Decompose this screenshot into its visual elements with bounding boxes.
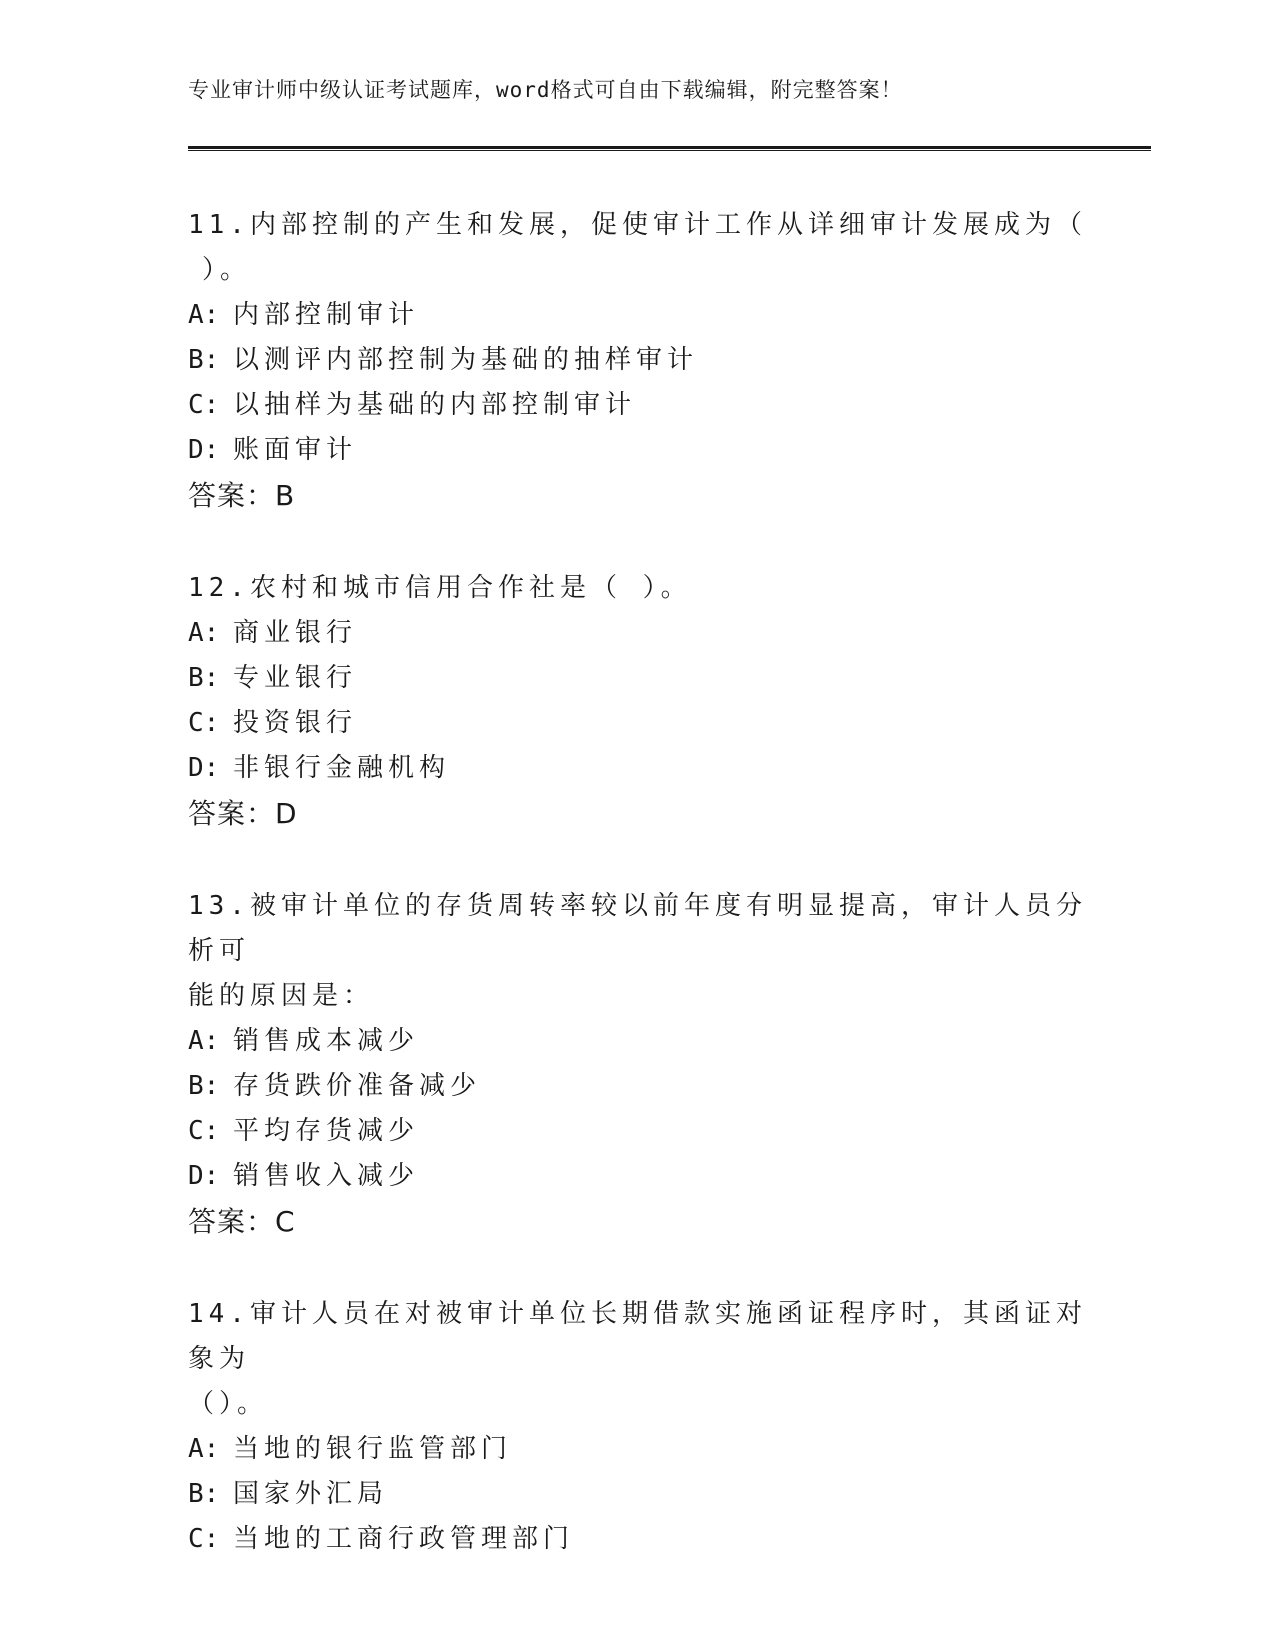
option-letter: D:	[188, 435, 220, 465]
option-d	[188, 1154, 1088, 1199]
option-text: 销售收入减少	[233, 1161, 420, 1191]
option-letter: A:	[188, 1434, 220, 1464]
question-stem: 14.审计人员在对被审计单位长期借款实施函证程序时，其函证对象为	[188, 1299, 1087, 1374]
question-11	[188, 203, 1088, 519]
option-letter: B:	[188, 1479, 220, 1509]
option-c	[188, 1517, 1088, 1562]
option-a	[188, 1427, 1088, 1472]
option-letter: C:	[188, 708, 220, 738]
option-letter: B:	[188, 663, 220, 693]
header-divider-thin	[188, 150, 1151, 151]
question-13	[188, 884, 1088, 1245]
option-b	[188, 1472, 1088, 1517]
option-letter: B:	[188, 345, 220, 375]
option-text: 专业银行	[233, 663, 358, 693]
option-text: 投资银行	[233, 708, 358, 738]
option-letter: A:	[188, 618, 220, 648]
option-text: 存货跌价准备减少	[233, 1071, 482, 1101]
option-a	[188, 293, 1088, 338]
option-text: 当地的银行监管部门	[233, 1434, 513, 1464]
option-text: 内部控制审计	[233, 300, 420, 330]
option-b	[188, 338, 1088, 383]
option-text: 销售成本减少	[233, 1026, 420, 1056]
header-divider-thick	[188, 146, 1151, 149]
question-stem-continued: （）。	[188, 1389, 269, 1419]
question-stem-continued: 能的原因是：	[188, 981, 375, 1011]
option-letter: D:	[188, 753, 220, 783]
option-a	[188, 611, 1088, 656]
option-c	[188, 1109, 1088, 1154]
question-list	[188, 203, 1088, 1609]
option-text: 平均存货减少	[233, 1116, 420, 1146]
option-letter: D:	[188, 1161, 220, 1191]
option-a	[188, 1019, 1088, 1064]
option-b	[188, 1064, 1088, 1109]
option-text: 非银行金融机构	[233, 753, 451, 783]
option-letter: B:	[188, 1071, 220, 1101]
question-12	[188, 566, 1088, 837]
option-d	[188, 746, 1088, 791]
option-text: 以测评内部控制为基础的抽样审计	[233, 345, 699, 375]
option-letter: C:	[188, 1524, 220, 1554]
option-text: 商业银行	[233, 618, 358, 648]
question-stem: 13.被审计单位的存货周转率较以前年度有明显提高，审计人员分析可	[188, 891, 1087, 966]
option-c	[188, 701, 1088, 746]
option-c	[188, 383, 1088, 428]
option-text: 以抽样为基础的内部控制审计	[233, 390, 637, 420]
question-stem: 12.农村和城市信用合作社是（ ）。	[188, 573, 692, 603]
question-stem: 11.内部控制的产生和发展，促使审计工作从详细审计发展成为（	[188, 210, 1087, 240]
option-letter: C:	[188, 390, 220, 420]
option-d	[188, 428, 1088, 473]
option-b	[188, 656, 1088, 701]
answer-line: 答案：B	[188, 479, 296, 512]
option-letter: C:	[188, 1116, 220, 1146]
question-stem-continued: ）。	[202, 255, 252, 285]
option-text: 国家外汇局	[233, 1479, 389, 1509]
answer-line: 答案：C	[188, 1205, 296, 1238]
option-text: 账面审计	[233, 435, 358, 465]
page-header: 专业审计师中级认证考试题库，word格式可自由下载编辑，附完整答案！	[188, 78, 903, 102]
option-letter: A:	[188, 1026, 220, 1056]
question-14	[188, 1292, 1088, 1562]
option-letter: A:	[188, 300, 220, 330]
option-text: 当地的工商行政管理部门	[233, 1524, 575, 1554]
header-divider	[188, 146, 1151, 151]
answer-line: 答案：D	[188, 797, 298, 830]
